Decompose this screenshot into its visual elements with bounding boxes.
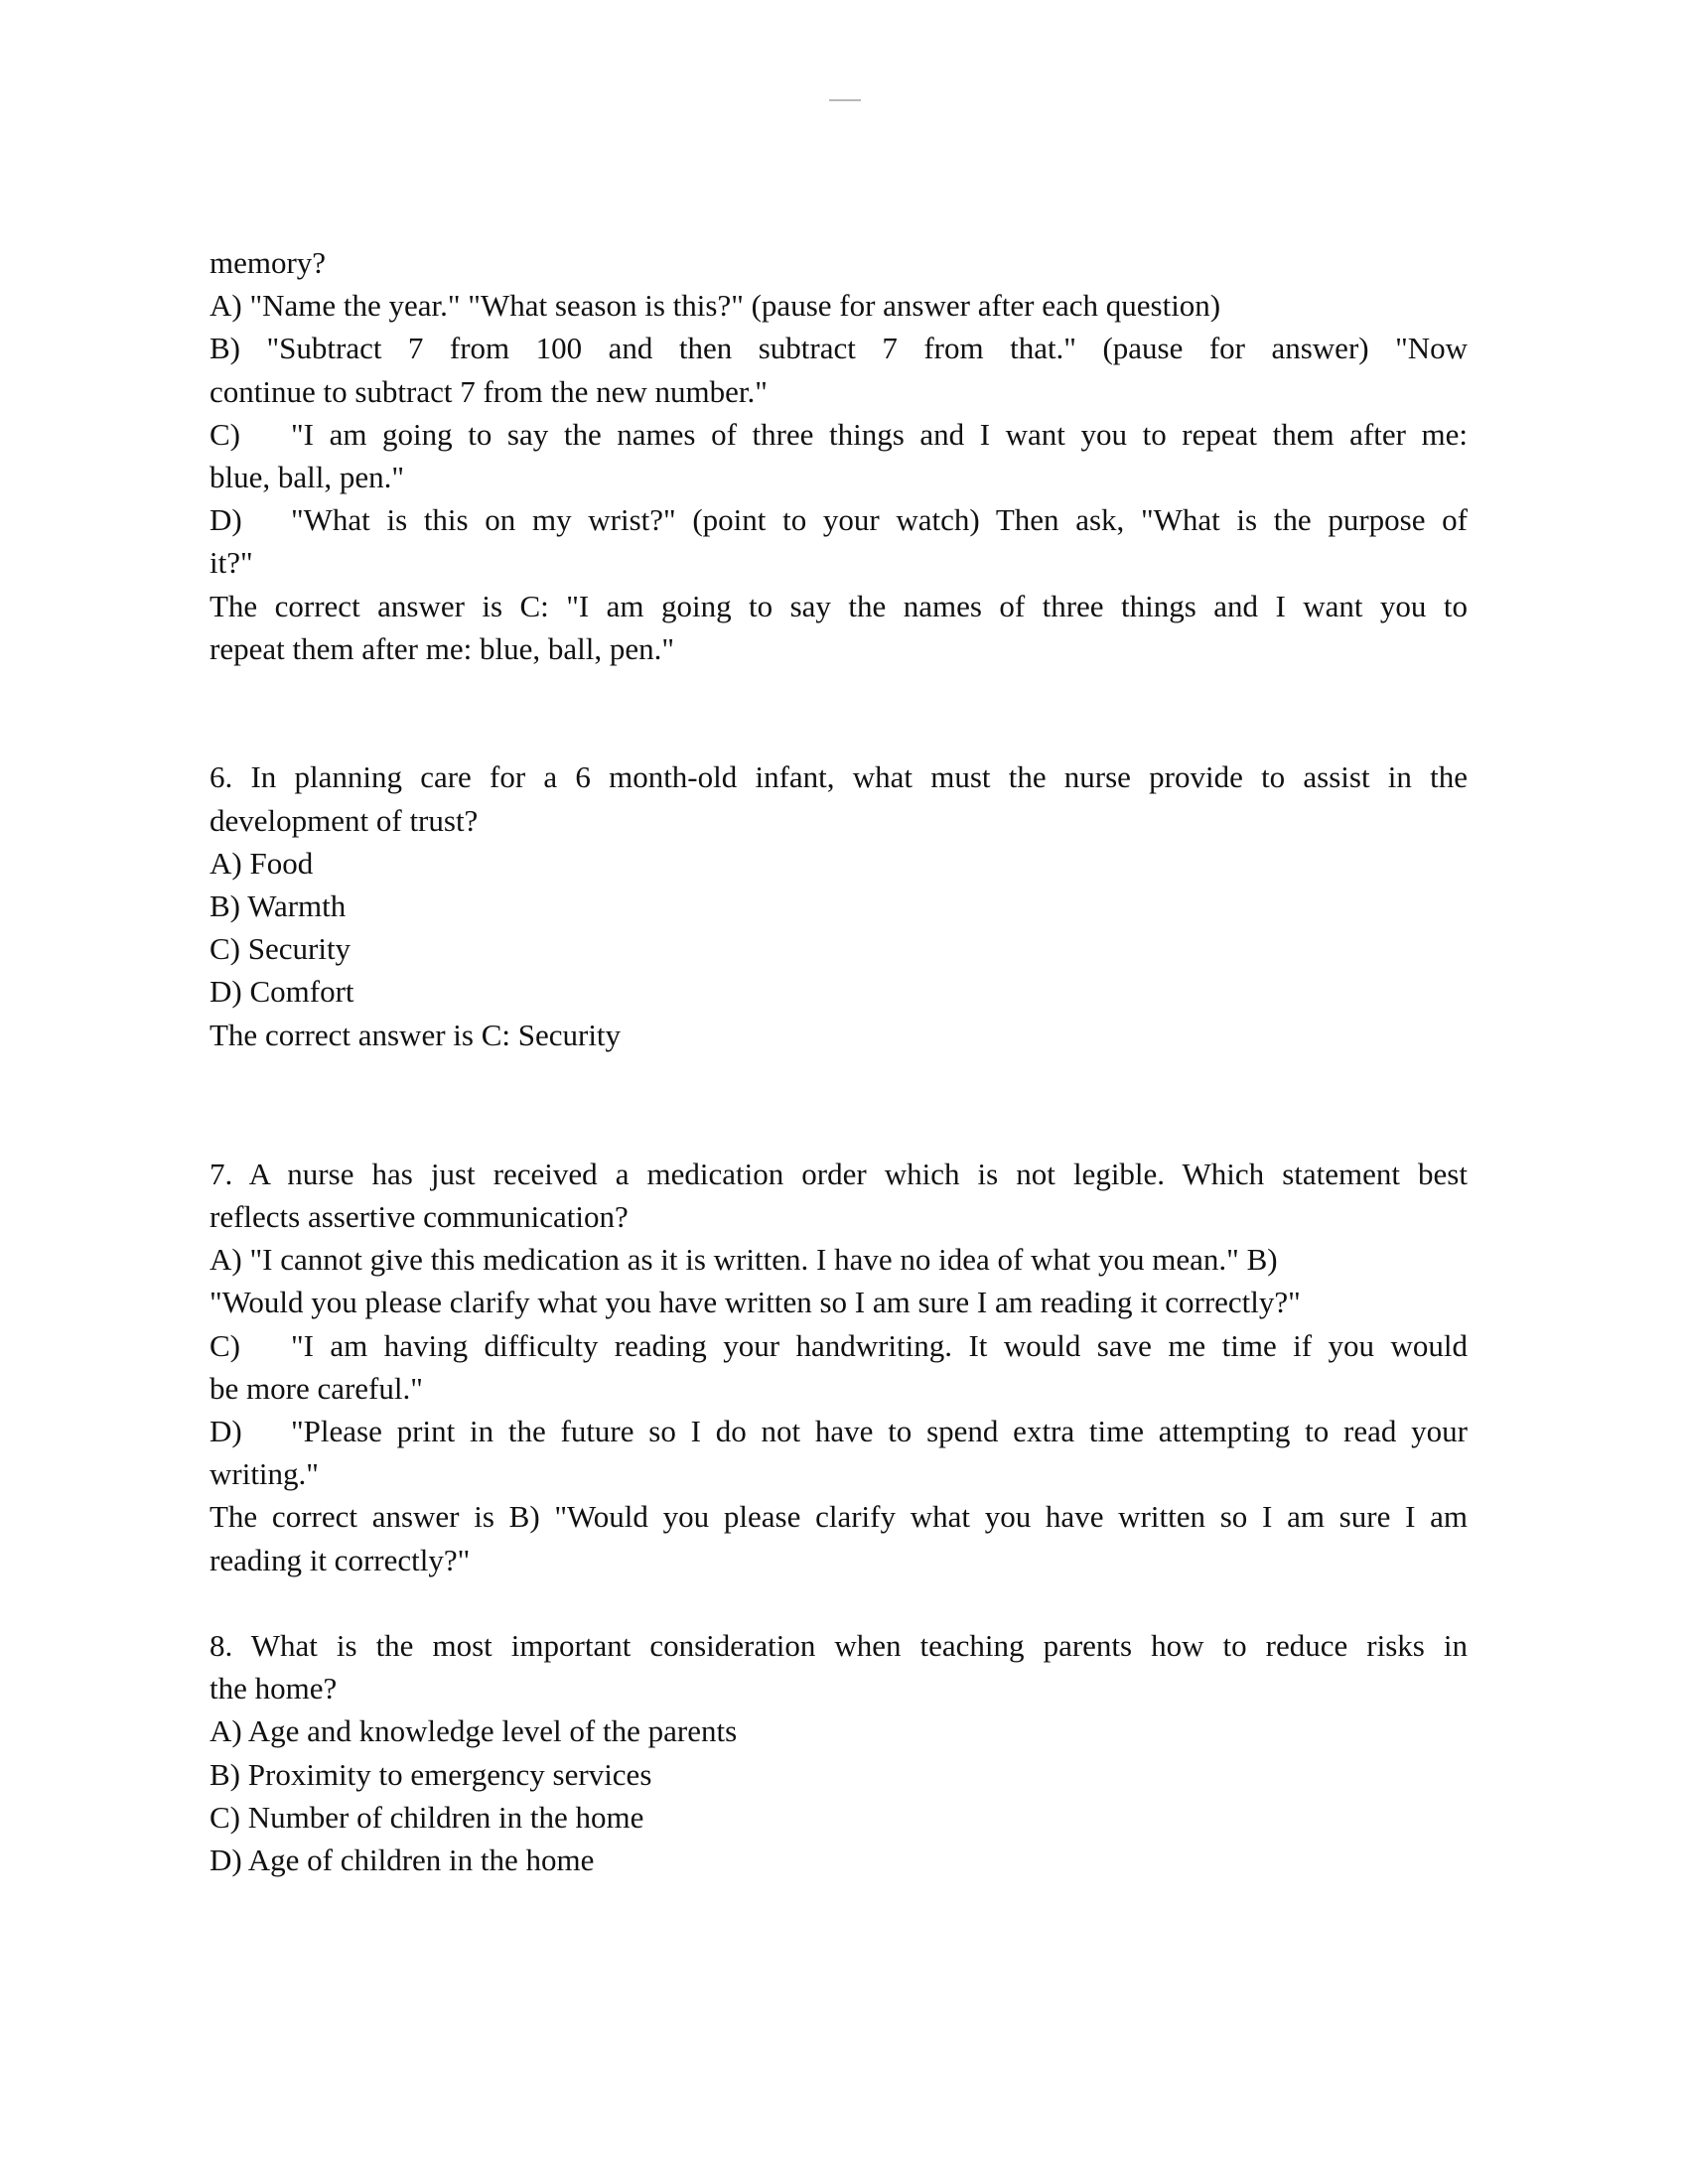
option-d-line-2: writing."	[210, 1456, 319, 1492]
question-stem-line-1: 8. What is the most important consideration when teaching parents how to reduce risks in	[210, 1628, 1468, 1664]
page-header-mark	[829, 99, 861, 101]
option-d-line-1	[210, 498, 1468, 541]
question-7	[210, 1153, 1468, 1581]
question-5-continuation	[210, 241, 1468, 670]
option-label: D)	[210, 1414, 242, 1449]
option-a: A) Food	[210, 845, 314, 881]
spacer	[210, 1581, 1468, 1624]
option-b-line-1	[210, 327, 1468, 369]
spacer	[210, 1056, 1468, 1153]
question-stem-line-2: development of trust?	[210, 802, 479, 838]
question-6	[210, 755, 1468, 1055]
question-stem-line-1: 6. In planning care for a 6 month-old infant, what must the nurse provide to assist in the	[210, 759, 1468, 795]
option-a	[210, 284, 1468, 327]
option-a: A) Age and knowledge level of the parents	[210, 1713, 738, 1749]
option-d: D) Comfort	[210, 974, 354, 1010]
option-c-line-1	[210, 1324, 1468, 1367]
option-text: "Name the year." "What season is this?" (pause for answer after each question)	[249, 288, 1221, 324]
option-c: C) Number of children in the home	[210, 1799, 644, 1835]
option-label: B)	[210, 331, 240, 366]
option-b: B) Proximity to emergency services	[210, 1756, 652, 1792]
option-text: "Subtract 7 from 100 and then subtract 7 from that." (pause for answer) "Now	[266, 331, 1468, 366]
correct-answer: The correct answer is C: Security	[210, 1017, 622, 1052]
option-b-line-2: continue to subtract 7 from the new number."	[210, 373, 768, 409]
question-stem-line-2: the home?	[210, 1671, 338, 1706]
option-text: "I am going to say the names of three things and I want you to repeat them after me:	[291, 416, 1468, 452]
option-a-b-line-1: A) "I cannot give this medication as it is written. I have no idea of what you mean." B)	[210, 1242, 1278, 1278]
option-label: C)	[210, 416, 240, 452]
option-label: D)	[210, 502, 242, 538]
question-stem-line-2: reflects assertive communication?	[210, 1199, 629, 1235]
question-stem-tail: memory?	[210, 245, 327, 280]
document-page-body	[210, 241, 1468, 1881]
option-c-line-1	[210, 413, 1468, 456]
option-c-line-2: blue, ball, pen."	[210, 460, 405, 495]
option-d-line-2: it?"	[210, 545, 253, 581]
option-a-b-line-2: "Would you please clarify what you have written so I am sure I am reading it correctly?"	[210, 1285, 1301, 1320]
option-c-line-2: be more careful."	[210, 1370, 423, 1406]
option-text: "I am having difficulty reading your handwriting. It would save me time if you would	[291, 1327, 1468, 1363]
correct-answer-line-2: repeat them after me: blue, ball, pen."	[210, 630, 674, 666]
spacer	[210, 670, 1468, 755]
option-b: B) Warmth	[210, 888, 347, 924]
option-d-line-1	[210, 1410, 1468, 1452]
option-text: "Please print in the future so I do not have to spend extra time attempting to read your	[291, 1414, 1468, 1449]
option-label: A)	[210, 288, 242, 324]
option-c: C) Security	[210, 931, 352, 967]
question-8	[210, 1624, 1468, 1881]
correct-answer-line-2: reading it correctly?"	[210, 1542, 471, 1577]
option-text: "What is this on my wrist?" (point to your watch) Then ask, "What is the purpose of	[291, 502, 1468, 538]
option-label: C)	[210, 1327, 240, 1363]
correct-answer-line-1: The correct answer is C: "I am going to say the names of three things and I want you to	[210, 588, 1468, 623]
question-stem-line-1: 7. A nurse has just received a medication order which is not legible. Which statement best	[210, 1156, 1468, 1191]
correct-answer-line-1: The correct answer is B) "Would you please clarify what you have written so I am sure I am	[210, 1499, 1468, 1535]
option-d: D) Age of children in the home	[210, 1843, 595, 1878]
